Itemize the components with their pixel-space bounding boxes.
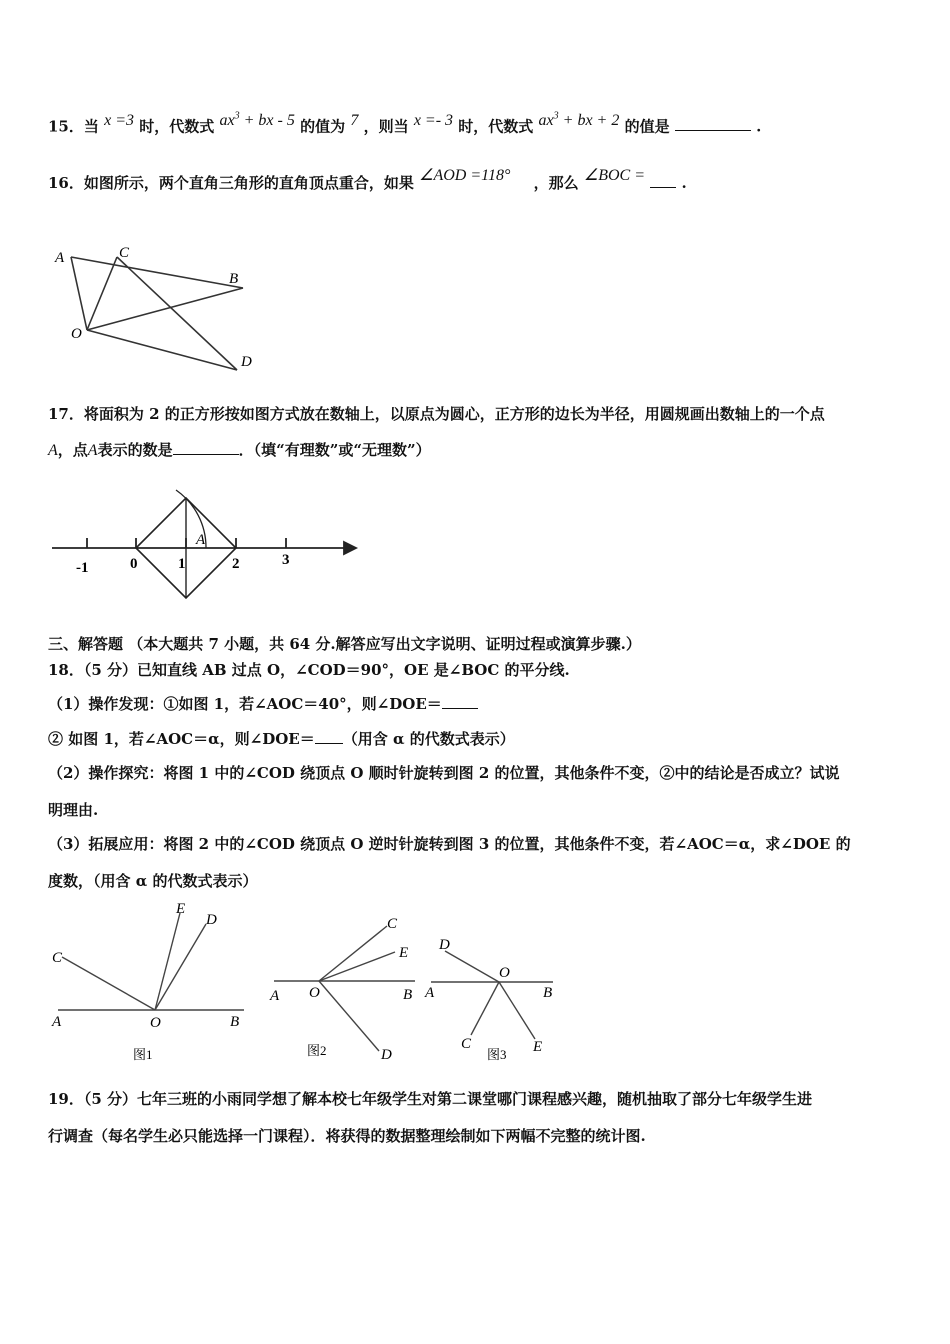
fig1-label-A: A: [52, 1014, 62, 1030]
q15-expression-2: $ax^3$ + bx + 2: [538, 111, 620, 130]
ray-OD: [445, 951, 499, 982]
fig2-label-B: B: [403, 987, 413, 1003]
q17-number-line-figure: [48, 488, 368, 603]
tick-label-2: 2: [232, 556, 240, 572]
question-16: 16．如图所示，两个直角三角形的直角顶点重合，如果 ∠AOD =118° ，那么 ∠BOC = .: [48, 167, 687, 192]
q15-x-eq-3: x =3: [104, 112, 135, 130]
fig2-label-A: A: [270, 988, 280, 1004]
fig1-label-B: B: [230, 1014, 240, 1030]
q16-text-2: ，那么: [533, 174, 579, 192]
fig1-label-O: O: [150, 1015, 161, 1031]
q15-x-eq-neg3: x =- 3: [413, 112, 454, 130]
label-C: C: [119, 245, 130, 261]
fig1-caption: 图1: [133, 1047, 153, 1062]
q16-question: ∠BOC =: [583, 167, 645, 184]
point-A-label: A: [196, 532, 206, 548]
q18-figure-3: [423, 935, 563, 1065]
tick-label-0: 0: [130, 556, 138, 572]
q15-text-5: 的值是: [624, 117, 670, 136]
fig2-caption: 图2: [307, 1043, 327, 1058]
tick-label-neg1: -1: [76, 560, 89, 576]
question-17-line-2: A，点A表示的数是 ．（填“有理数”或“无理数”）: [48, 441, 431, 459]
ray-OE: [319, 952, 395, 981]
section-3-heading: 三、解答题 （本大题共 7 小题，共 64 分.解答应写出文字说明、证明过程或演算步骤.）: [48, 635, 641, 653]
q16-condition: ∠AOD =118°: [419, 167, 511, 184]
q18-part-1-2: ② 如图 1，若∠AOC＝α，则∠DOE＝ （用含 α 的代数式表示）: [48, 730, 515, 748]
question-19-line-1: 19．（5 分）七年三班的小雨同学想了解本校七年级学生对第二课堂哪门课程感兴趣，随机抽取了部分七年级学生进: [48, 1090, 813, 1108]
q17-point-A: A: [48, 442, 58, 459]
fig3-label-D: D: [439, 937, 450, 953]
fig2-label-O: O: [309, 985, 320, 1001]
ray-OC: [319, 926, 387, 981]
question-18-stem: 18．（5 分）已知直线 AB 过点 O，∠COD＝90°，OE 是∠BOC 的平分线.: [48, 661, 570, 679]
q18-part-3-line-2: 度数，（用含 α 的代数式表示）: [48, 872, 258, 890]
q18-part-1: （1）操作发现：①如图 1，若∠AOC＝40°，则∠DOE＝: [48, 694, 478, 714]
q18-part-2-line-2: 明理由.: [48, 801, 99, 819]
fig2-label-C: C: [387, 916, 398, 932]
tick-label-3: 3: [282, 552, 290, 568]
question-19-line-2: 行调查（每名学生必只能选择一门课程）．将获得的数据整理绘制如下两幅不完整的统计图.: [48, 1127, 646, 1145]
segment-OB: [87, 288, 243, 330]
q15-text-4: 时，代数式: [458, 117, 534, 136]
q16-text-1: 16．如图所示，两个直角三角形的直角顶点重合，如果: [48, 174, 414, 192]
fig2-label-D: D: [381, 1047, 392, 1063]
q18-blank-2[interactable]: [315, 729, 343, 744]
q16-answer-blank[interactable]: [650, 173, 676, 188]
fig3-label-A: A: [425, 985, 435, 1001]
segment-AB: [71, 257, 243, 288]
ray-OE: [499, 982, 535, 1039]
label-A: A: [55, 250, 65, 266]
q18-part-3-line-1: （3）拓展应用：将图 2 中的∠COD 绕顶点 O 逆时针旋转到图 3 的位置，其他条件不变，若∠AOC＝α，求∠DOE 的: [48, 835, 851, 853]
q15-text-3: ，则当: [363, 117, 409, 136]
ray-OD: [319, 981, 379, 1051]
q17-answer-blank[interactable]: [173, 440, 239, 455]
q15-text-2: 的值为: [300, 117, 346, 136]
axis-arrow: [344, 542, 356, 554]
fig3-caption: 图3: [487, 1047, 507, 1062]
q15-expression-1: $ax^3$ + bx - 5: [219, 111, 295, 130]
fig3-label-E: E: [533, 1039, 543, 1055]
segment-CD: [117, 257, 237, 370]
segment-OD: [87, 330, 237, 370]
q15-text-1: 时，代数式: [139, 117, 215, 136]
fig3-label-B: B: [543, 985, 553, 1001]
q15-answer-blank[interactable]: [675, 116, 751, 131]
ray-OC: [471, 982, 499, 1035]
q18-figure-1: [48, 900, 253, 1065]
tick-label-1: 1: [178, 556, 186, 572]
question-17-line-1: 17．将面积为 2 的正方形按如图方式放在数轴上，以原点为圆心，正方形的边长为半径，用圆规画出数轴上的一个点: [48, 405, 825, 423]
label-B: B: [229, 271, 239, 287]
ray-OC: [62, 957, 155, 1010]
fig2-label-E: E: [399, 945, 409, 961]
fig1-label-D: D: [206, 912, 217, 928]
label-D: D: [241, 354, 252, 370]
segment-CO: [87, 257, 117, 330]
q18-part-2-line-1: （2）操作探究：将图 1 中的∠COD 绕顶点 O 顺时针旋转到图 2 的位置，其他条件不变，②中的结论是否成立？试说: [48, 764, 840, 782]
question-15: 15．当 x =3 时，代数式 $ax^3$ + bx - 5 的值为 7 ，则当 x =- 3 时，代数式 $ax^3$ + bx + 2 的值是 .: [48, 111, 762, 136]
q18-blank-1[interactable]: [442, 694, 478, 709]
segment-AO: [71, 257, 87, 330]
q15-number: 15．当: [48, 117, 99, 136]
ray-OE: [155, 913, 180, 1010]
fig1-label-E: E: [176, 901, 186, 917]
label-O: O: [71, 326, 82, 342]
ray-OD: [155, 924, 206, 1010]
fig3-label-O: O: [499, 965, 510, 981]
fig1-label-C: C: [52, 950, 63, 966]
q16-figure: [45, 240, 275, 380]
fig3-label-C: C: [461, 1036, 472, 1052]
q18-figure-2: [267, 905, 427, 1065]
q15-value-7: 7: [350, 112, 359, 130]
